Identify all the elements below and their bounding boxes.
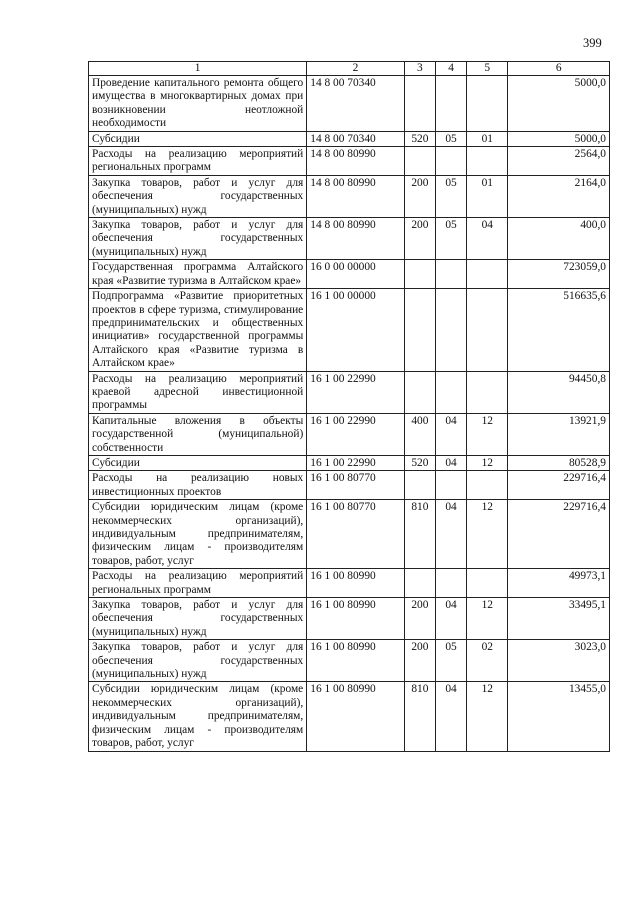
row-section: 04 (435, 413, 466, 455)
row-amount: 5000,0 (508, 131, 610, 146)
row-subsection: 12 (467, 455, 508, 470)
row-target-code: 16 1 00 80770 (307, 471, 405, 500)
row-description: Субсидии юридическим лицам (кроме некоммерческих организаций), индивидуальным предпринимателям, физическим лицам - производителям товаров, работ, услуг (89, 500, 307, 569)
table-row (89, 569, 610, 598)
row-section (435, 569, 466, 598)
row-expense-type (404, 147, 435, 176)
row-expense-type: 810 (404, 500, 435, 569)
row-expense-type: 520 (404, 455, 435, 470)
table-row (89, 471, 610, 500)
row-amount: 94450,8 (508, 371, 610, 413)
table-row (89, 147, 610, 176)
row-section (435, 76, 466, 132)
row-amount: 13921,9 (508, 413, 610, 455)
row-expense-type (404, 569, 435, 598)
row-expense-type: 200 (404, 598, 435, 640)
row-subsection: 12 (467, 598, 508, 640)
table-row (89, 289, 610, 371)
row-section (435, 471, 466, 500)
row-section: 04 (435, 500, 466, 569)
table-row (89, 455, 610, 470)
column-header-2: 2 (307, 62, 405, 76)
row-description: Расходы на реализацию мероприятий краевой адресной инвестиционной программы (89, 371, 307, 413)
row-target-code: 16 1 00 00000 (307, 289, 405, 371)
row-amount: 516635,6 (508, 289, 610, 371)
column-header-6: 6 (508, 62, 610, 76)
table-row (89, 371, 610, 413)
row-target-code: 14 8 00 70340 (307, 131, 405, 146)
row-section (435, 147, 466, 176)
row-subsection (467, 471, 508, 500)
row-description: Государственная программа Алтайского края «Развитие туризма в Алтайском крае» (89, 260, 307, 289)
row-amount: 2564,0 (508, 147, 610, 176)
row-subsection: 12 (467, 682, 508, 751)
row-subsection (467, 147, 508, 176)
table-row (89, 500, 610, 569)
row-section: 05 (435, 131, 466, 146)
row-subsection (467, 371, 508, 413)
row-amount: 13455,0 (508, 682, 610, 751)
row-target-code: 14 8 00 80990 (307, 147, 405, 176)
row-amount: 229716,4 (508, 471, 610, 500)
row-amount: 229716,4 (508, 500, 610, 569)
row-subsection: 01 (467, 131, 508, 146)
table-row (89, 260, 610, 289)
row-section: 04 (435, 455, 466, 470)
row-target-code: 16 1 00 22990 (307, 371, 405, 413)
row-section: 05 (435, 640, 466, 682)
table-row (89, 131, 610, 146)
table-row (89, 175, 610, 217)
row-subsection: 12 (467, 500, 508, 569)
row-subsection (467, 76, 508, 132)
row-description: Закупка товаров, работ и услуг для обеспечения государственных (муниципальных) нужд (89, 175, 307, 217)
row-description: Расходы на реализацию мероприятий региональных программ (89, 569, 307, 598)
row-target-code: 16 1 00 22990 (307, 455, 405, 470)
table-header-row (89, 62, 610, 76)
row-amount: 723059,0 (508, 260, 610, 289)
row-amount: 400,0 (508, 218, 610, 260)
row-section: 04 (435, 682, 466, 751)
row-description: Проведение капитального ремонта общего имущества в многоквартирных домах при возникновении неотложной необходимости (89, 76, 307, 132)
row-amount: 2164,0 (508, 175, 610, 217)
row-expense-type: 200 (404, 640, 435, 682)
table-body (89, 76, 610, 752)
row-subsection: 01 (467, 175, 508, 217)
row-description: Субсидии юридическим лицам (кроме некоммерческих организаций), индивидуальным предпринимателям, физическим лицам - производителям товаров, работ, услуг (89, 682, 307, 751)
row-expense-type (404, 76, 435, 132)
row-target-code: 16 1 00 80990 (307, 640, 405, 682)
row-expense-type: 200 (404, 175, 435, 217)
table-row (89, 76, 610, 132)
row-subsection (467, 569, 508, 598)
row-section: 04 (435, 598, 466, 640)
row-expense-type: 400 (404, 413, 435, 455)
row-subsection: 04 (467, 218, 508, 260)
table-row (89, 682, 610, 751)
row-amount: 80528,9 (508, 455, 610, 470)
row-expense-type: 810 (404, 682, 435, 751)
table-row (89, 218, 610, 260)
row-description: Субсидии (89, 455, 307, 470)
row-subsection: 12 (467, 413, 508, 455)
column-header-1: 1 (89, 62, 307, 76)
row-target-code: 16 1 00 80990 (307, 682, 405, 751)
row-description: Расходы на реализацию новых инвестиционных проектов (89, 471, 307, 500)
row-description: Расходы на реализацию мероприятий региональных программ (89, 147, 307, 176)
row-target-code: 16 0 00 00000 (307, 260, 405, 289)
row-expense-type: 520 (404, 131, 435, 146)
row-expense-type (404, 471, 435, 500)
row-section (435, 371, 466, 413)
row-section (435, 289, 466, 371)
table-row (89, 598, 610, 640)
row-target-code: 14 8 00 80990 (307, 218, 405, 260)
row-description: Закупка товаров, работ и услуг для обеспечения государственных (муниципальных) нужд (89, 218, 307, 260)
row-section (435, 260, 466, 289)
budget-table (88, 61, 610, 752)
column-header-5: 5 (467, 62, 508, 76)
page-number: 399 (583, 36, 602, 50)
row-target-code: 14 8 00 70340 (307, 76, 405, 132)
row-target-code: 14 8 00 80990 (307, 175, 405, 217)
row-expense-type (404, 260, 435, 289)
row-description: Субсидии (89, 131, 307, 146)
row-target-code: 16 1 00 80990 (307, 569, 405, 598)
row-subsection (467, 289, 508, 371)
row-description: Закупка товаров, работ и услуг для обеспечения государственных (муниципальных) нужд (89, 640, 307, 682)
table-row (89, 640, 610, 682)
row-expense-type (404, 371, 435, 413)
row-section: 05 (435, 218, 466, 260)
row-expense-type: 200 (404, 218, 435, 260)
row-subsection (467, 260, 508, 289)
row-description: Закупка товаров, работ и услуг для обеспечения государственных (муниципальных) нужд (89, 598, 307, 640)
row-amount: 3023,0 (508, 640, 610, 682)
row-description: Капитальные вложения в объекты государственной (муниципальной) собственности (89, 413, 307, 455)
column-header-3: 3 (404, 62, 435, 76)
row-description: Подпрограмма «Развитие приоритетных проектов в сфере туризма, стимулирование предпринимательских и общественных инициатив» государственной программы Алтайского края «Развитие туризма в Алтайском крае» (89, 289, 307, 371)
column-header-4: 4 (435, 62, 466, 76)
row-expense-type (404, 289, 435, 371)
row-target-code: 16 1 00 22990 (307, 413, 405, 455)
row-section: 05 (435, 175, 466, 217)
table-row (89, 413, 610, 455)
row-target-code: 16 1 00 80770 (307, 500, 405, 569)
row-amount: 49973,1 (508, 569, 610, 598)
row-amount: 5000,0 (508, 76, 610, 132)
row-target-code: 16 1 00 80990 (307, 598, 405, 640)
row-amount: 33495,1 (508, 598, 610, 640)
row-subsection: 02 (467, 640, 508, 682)
